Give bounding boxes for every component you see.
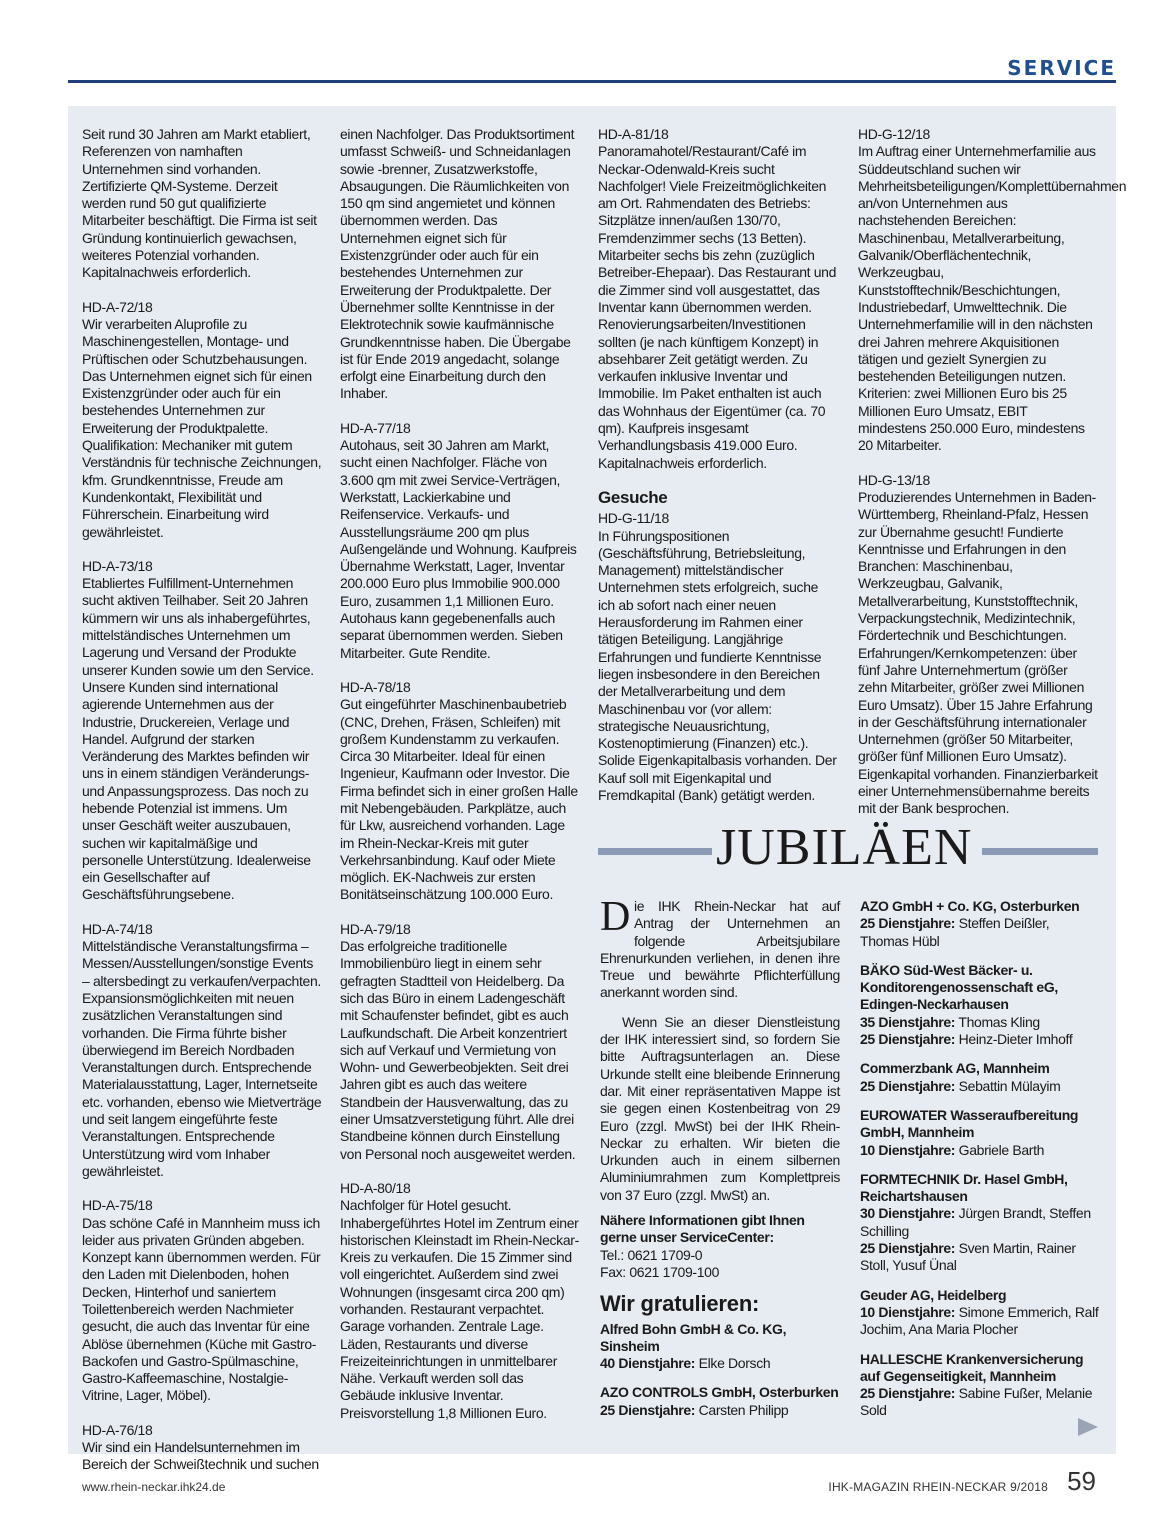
header-rule xyxy=(68,80,1116,83)
listing-entry xyxy=(340,679,580,904)
section-title: SERVICE xyxy=(1007,56,1116,80)
listing-entry xyxy=(82,558,322,904)
listing-entry xyxy=(82,1197,322,1405)
service-years-row xyxy=(860,1385,1100,1420)
listing-text: Produzierendes Unternehmen in Baden-Württemberg, Rheinland-Pfalz, Hessen zur Übernahme gesucht! Fundierte Kenntnisse und Erfahrungen in den Branchen: Maschinenbau, Werkzeugbau, Galvanik, Metallverarbeitung, Kunststofftechnik, Verpackungstechnik, Medizintechnik, Fördertechnik und Beschichtungen. Erfahrungen/Kernkompetenzen: über fünf Jahre Unternehmertum (größer zehn Mitarbeiter, größer zwei Millionen Euro Umsatz). Über 15 Jahre Erfahrung in der Geschäftsführung internationaler Unternehmen (größer 50 Mitarbeiter, größer fünf Millionen Euro Umsatz). Eigenkapital vorhanden. Finanzierbarkeit einer Unternehmensübernahme bereits mit der Bank besprochen. xyxy=(858,488,1098,817)
contact-tel: Tel.: 0621 1709-0 xyxy=(600,1246,703,1263)
firm-name: AZO GmbH + Co. KG, Osterburken xyxy=(860,898,1080,914)
firm-entry xyxy=(860,1171,1100,1275)
firm-entry xyxy=(860,898,1100,950)
service-years-row xyxy=(600,1402,840,1419)
intro-text: ie IHK Rhein-Neckar hat auf Antrag der Unternehmen an folgende Arbeitsjubilare Ehrenurkunden verliehen, in denen ihre Treue und bewährte Pflichterfüllung anerkannt worden sind. xyxy=(600,898,840,1001)
listing-code: HD-A-74/18 xyxy=(82,920,153,937)
service-years-row xyxy=(600,1355,840,1372)
jubilaeen-para: Wenn Sie an dieser Dienstleistung der IHK interessiert sind, so fordern Sie bitte Auftragsunterlagen an. Diese Urkunde stellt eine bleibende Erinnerung dar. Mit einer repräsentativen Mappe ist sie gegen einen Kostenbeitrag von 29 Euro (zzgl. MwSt) bei der IHK Rhein-Neckar zu erhalten. Wir bieten die Urkunden auch in einem silbernen Aluminiumrahmen zum Komplettpreis von 37 Euro (zzgl. MwSt) an. xyxy=(600,1013,840,1203)
firm-entry xyxy=(600,1384,840,1419)
jubilaeen-rule-left xyxy=(598,848,712,855)
listing-entry xyxy=(340,1180,580,1422)
service-years: 35 Dienstjahre: xyxy=(860,1013,956,1030)
listing-text: Panoramahotel/Restaurant/Café im Neckar-Odenwald-Kreis sucht Nachfolger! Viele Freizeitmöglichkeiten am Ort. Rahmendaten des Betriebs: Sitzplätze innen/außen 130/70, Fremdenzimmer sechs (13 Betten). Mitarbeiter sechs bis zehn (zuzüglich Betreiber-Ehepaar). Das Restaurant und die Zimmer sind voll ausgestattet, das Inventar kann übernommen werden. Renovierungsarbeiten/Investitionen sollten (je nach künftigem Konzept) in absehbarer Zeit getätigt werden. Zu verkaufen inklusive Inventar und Immobilie. Im Paket enthalten ist auch das Wohnhaus der Eigentümer (ca. 70 qm). Kaufpreis insgesamt Verhandlungsbasis 419.000 Euro. Kapitalnachweis erforderlich. xyxy=(598,143,837,471)
firm-entry xyxy=(860,1107,1100,1159)
firm-entry xyxy=(600,1321,840,1373)
listing-text: Autohaus, seit 30 Jahren am Markt, sucht einen Nachfolger. Fläche von 3.600 qm mit zwei Service-Verträgen, Werkstatt, Lackierkabine und Reifenservice. Verkaufs- und Ausstellungsräume 200 qm plus Außengelände und Wohnung. Kaufpreis Übernahme Werkstatt, Lager, Inventar 200.000 Euro plus Immobilie 900.000 Euro, zusammen 1,1 Millionen Euro. Autohaus kann gegebenenfalls auch separat übernommen werden. Sieben Mitarbeiter. Gute Rendite. xyxy=(340,437,577,661)
column-4 xyxy=(858,126,1127,835)
service-years: 30 Dienstjahre: xyxy=(860,1205,956,1222)
listing-code: HD-A-78/18 xyxy=(340,678,411,695)
listing-text: Nachfolger für Hotel gesucht. Inhabergeführtes Hotel im Zentrum einer historischen Kleinstadt im Rhein-Neckar-Kreis zu verkaufen. Die 15 Zimmer sind voll eingerichtet. Außerdem sind zwei Wohnungen (insgesamt circa 200 qm) vorhanden. Restaurant verpachtet. Garage vorhanden. Zentrale Lage. Läden, Restaurants und diverse Freizeiteinrichtungen in unmittelbarer Nähe. Verkauft werden soll das Gebäude inklusive Inventar. Preisvorstellung 1,8 Millionen Euro. xyxy=(340,1197,579,1421)
firm-entry xyxy=(860,1351,1100,1420)
service-years-row xyxy=(860,1078,1100,1095)
listing-entry xyxy=(340,921,580,1163)
listing-entry xyxy=(598,510,838,804)
jubilaeen-right-column xyxy=(860,898,1100,1432)
firm-name: Geuder AG, Heidelberg xyxy=(860,1286,1007,1303)
service-years: 10 Dienstjahre: xyxy=(860,1141,956,1158)
contact-heading: Nähere Informationen gibt Ihnen gerne unser ServiceCenter: xyxy=(600,1212,805,1246)
firm-name: FORMTECHNIK Dr. Hasel GmbH, Reichartshausen xyxy=(860,1170,1068,1205)
gratulieren-heading: Wir gratulieren: xyxy=(600,1291,760,1317)
listing-entry xyxy=(340,126,580,403)
listing-entry xyxy=(858,472,1098,818)
service-years-row xyxy=(860,1014,1100,1031)
dropcap: D xyxy=(600,894,630,940)
jubilar-names: Gabriele Barth xyxy=(958,1141,1045,1158)
service-years: 25 Dienstjahre: xyxy=(860,1077,956,1094)
firm-name: Commerzbank AG, Mannheim xyxy=(860,1060,1050,1077)
listing-entry xyxy=(598,126,838,472)
listing-code: HD-A-75/18 xyxy=(82,1197,153,1214)
jubilaeen-intro xyxy=(600,894,840,1002)
listing-code: HD-A-80/18 xyxy=(340,1179,411,1196)
service-years: 25 Dienstjahre: xyxy=(860,1240,956,1257)
listing-entry xyxy=(82,921,322,1180)
listing-code: HD-A-72/18 xyxy=(82,298,153,315)
firm-entry xyxy=(860,1287,1100,1339)
jubilar-names: Carsten Philipp xyxy=(698,1401,789,1418)
listing-text: Mittelständische Veranstaltungsfirma – Messen/Ausstellungen/sonstige Events – altersbedingt zu verkaufen/verpachten. Expansionsmöglichkeiten mit neuen zusätzlichen Veranstaltungen sind vorhanden. Die Firma führte bisher überwiegend im Bereich Nordbaden Veranstaltungen durch. Entsprechende Materialausstattung, Lager, Internetseite etc. vorhanden, ebenso wie Mietverträge und seit langem eingeführte feste Veranstaltungen. Entsprechende Unterstützung wird vom Inhaber gewährleistet. xyxy=(82,938,322,1179)
footer-url: www.rhein-neckar.ihk24.de xyxy=(82,1480,226,1494)
listing-code: HD-G-12/18 xyxy=(858,126,930,142)
jubilar-names: Jürgen Brandt, Steffen Schilling xyxy=(860,1205,1091,1239)
firm-name: HALLESCHE Krankenversicherung auf Gegenseitigkeit, Mannheim xyxy=(860,1350,1084,1384)
listing-entry xyxy=(858,126,1127,455)
jubilar-names: Steffen Deißler, Thomas Hübl xyxy=(860,915,1050,949)
firm-entry xyxy=(860,962,1100,1048)
listing-code: HD-A-76/18 xyxy=(82,1421,153,1438)
column-1 xyxy=(82,126,322,1491)
listing-text: Wir verarbeiten Aluprofile zu Maschinengestellen, Montage- und Prüftischen oder Schutzbehausungen. Das Unternehmen eignet sich für einen Existenzgründer oder auch für ein bestehendes Unternehmen zur Erweiterung der Produktpalette. Qualifikation: Mechaniker mit gutem Verständnis für technische Zeichnungen, kfm. Grundkenntnisse, Freude am Kundenkontakt, Flexibilität und Führerschein. Einarbeitung wird gewährleistet. xyxy=(82,315,322,540)
continue-arrow-icon xyxy=(1078,1418,1098,1436)
service-years: 10 Dienstjahre: xyxy=(860,1303,956,1320)
firm-name: AZO CONTROLS GmbH, Osterburken xyxy=(600,1384,839,1401)
listing-code: HD-A-79/18 xyxy=(340,920,411,937)
contact-info xyxy=(600,1212,840,1281)
service-years-row xyxy=(860,1031,1100,1048)
service-years: 25 Dienstjahre: xyxy=(860,915,956,932)
footer-magazine: IHK-MAGAZIN RHEIN-NECKAR 9/2018 xyxy=(828,1480,1048,1494)
listing-text: Im Auftrag einer Unternehmerfamilie aus Süddeutschland suchen wir Mehrheitsbeteiligungen/Komplettübernahmen an/von Unternehmen aus nachstehenden Bereichen: Maschinenbau, Metallverarbeitung, Galvanik/Oberflächentechnik, Werkzeugbau, Kunststofftechnik/Beschichtungen, Industriebedarf, Umwelttechnik. Die Unternehmerfamilie will in den nächsten drei Jahren mehrere Akquisitionen tätigen und gezielt Synergien zu bestehenden Beteiligungen nutzen. Kriterien: zwei Millionen Euro bis 25 Millionen Euro Umsatz, EBIT mindestens 250.000 Euro, mindestens 20 Mitarbeiter. xyxy=(858,143,1127,454)
firm-entry xyxy=(860,1060,1100,1095)
listing-code: HD-G-13/18 xyxy=(858,471,930,488)
firm-list-left xyxy=(600,1321,840,1419)
jubilar-names: Heinz-Dieter Imhoff xyxy=(958,1031,1073,1048)
listing-text: Das erfolgreiche traditionelle Immobilienbüro liegt in einem sehr gefragten Stadtteil von Heidelberg. Da sich das Büro in einem Ladengeschäft mit Schaufenster befindet, gibt es auch Laufkundschaft. Die Arbeit konzentriert sich auf Verkauf und Vermietung von Wohn- und Gewerbeobjekten. Seit drei Jahren gibt es auch das weitere Standbein der Hausverwaltung, das zu einer Umsatzverstetigung führt. Alle drei Standbeine können durch Einstellung von Personal noch ausgeweitet werden. xyxy=(340,938,576,1162)
service-years: 40 Dienstjahre: xyxy=(600,1355,696,1372)
firm-name: Alfred Bohn GmbH & Co. KG, Sinsheim xyxy=(600,1320,787,1354)
firm-name: EUROWATER Wasseraufbereitung GmbH, Mannheim xyxy=(860,1106,1079,1141)
listing-entry xyxy=(82,299,322,541)
listing-entry xyxy=(82,1422,322,1474)
page-number: 59 xyxy=(1067,1466,1096,1496)
jubilaeen-rule-right xyxy=(982,848,1098,855)
listing-text: In Führungspositionen (Geschäftsführung, Betriebsleitung, Management) mittelständischer Unternehmen stets erfolgreich, suche ich ab sofort nach einer neuen Herausforderung im Rahmen einer tätigen Beteiligung. Langjährige Erfahrungen und fundierte Kenntnisse liegen insbesondere in den Bereichen der Metallverarbeitung und dem Maschinenbau vor (vor allem: strategische Neuausrichtung, Kostenoptimierung (Finanzen) etc.). Solide Eigenkapitalbasis vorhanden. Der Kauf soll mit Eigenkapital und Fremdkapital (Bank) getätigt werden. xyxy=(598,527,837,803)
listing-entry xyxy=(82,126,322,282)
listing-text: Etabliertes Fulfillment-Unternehmen sucht aktiven Teilhaber. Seit 20 Jahren kümmern wir uns als inhabergeführtes, mittelständisches Unternehmen um Lagerung und Versand der Produkte unserer Kunden sowie um den Service. Unsere Kunden sind international agierende Unternehmen aus der Industrie, Druckereien, Verlage und Handel. Aufgrund der starken Veränderung des Marktes befinden wir uns in einem ständigen Veränderungs- und Anpassungsprozess. Das noch zu hebende Potenzial ist immens. Um unser Geschäft weiter auszubauen, suchen wir kapitalmäßige und personelle Unterstützung. Idealerweise ein Gesellschafter auf Geschäftsführungsebene. xyxy=(82,575,314,903)
service-years: 25 Dienstjahre: xyxy=(600,1401,696,1418)
listing-text: Das schöne Café in Mannheim muss ich leider aus privaten Gründen abgeben. Konzept kann übernommen werden. Für den Laden mit Dielenboden, hohen Decken, Hinterhof und saniertem Toilettenbereich werden Nachmieter gesucht, die auch das Inventar für eine Ablöse übernehmen (Küche mit Gastro-Backofen und Gastro-Spülmaschine, Gastro-Kaffeemaschine, Nostalgie-Vitrine, Lager, Möbel). xyxy=(82,1214,321,1404)
service-years-row xyxy=(860,1142,1100,1159)
firm-name: BÄKO Süd-West Bäcker- u. Konditorengenossenschaft eG, Edingen-Neckarhausen xyxy=(860,961,1058,1013)
listing-entry xyxy=(340,420,580,662)
jubilaeen-left-column xyxy=(600,894,840,1431)
jubilaeen-title: JUBILÄEN xyxy=(716,819,973,876)
listing-text: einen Nachfolger. Das Produktsortiment umfasst Schweiß- und Schneidanlagen sowie -brenner, Zusatzwerkstoffe, Absaugungen. Die Räumlichkeiten von 150 qm sind angemietet und können übernommen werden. Das Unternehmen eignet sich für Existenzgründer oder auch für ein bestehendes Unternehmen zur Erweiterung der Produktpalette. Der Übernehmer sollte Kenntnisse in der Elektrotechnik sowie kaufmännische Grundkenntnisse haben. Die Übergabe ist für Ende 2019 angedacht, solange erfolgt eine Einarbeitung durch den Inhaber. xyxy=(340,126,575,402)
jubilar-names: Simone Emmerich, Ralf Jochim, Ana Maria Plocher xyxy=(860,1303,1099,1338)
listing-code: HD-A-73/18 xyxy=(82,557,153,574)
listing-text: Wir sind ein Handelsunternehmen im Bereich der Schweißtechnik und suchen xyxy=(82,1439,319,1473)
jubilar-names: Elke Dorsch xyxy=(698,1355,771,1372)
contact-fax: Fax: 0621 1709-100 xyxy=(600,1263,720,1280)
jubilar-names: Sabine Fußer, Melanie Sold xyxy=(860,1385,1093,1419)
jubilar-names: Thomas Kling xyxy=(958,1013,1040,1030)
jubilar-names: Sebattin Mülayim xyxy=(958,1077,1061,1094)
service-years-row xyxy=(860,1240,1100,1275)
column-3 xyxy=(598,126,838,821)
column-2 xyxy=(340,126,580,1439)
service-years: 25 Dienstjahre: xyxy=(860,1031,956,1048)
listing-code: HD-G-11/18 xyxy=(598,510,669,527)
service-years-row xyxy=(860,1304,1100,1339)
gesuche-heading: Gesuche xyxy=(598,487,668,507)
listing-text: Gut eingeführter Maschinenbaubetrieb (CNC, Drehen, Fräsen, Schleifen) mit großem Kundenstamm zu verkaufen. Circa 30 Mitarbeiter. Ideal für einen Ingenieur, Kaufmann oder Investor. Die Firma befindet sich in einer großen Halle mit Nebengebäuden. Parkplätze, auch für Lkw, ausreichend vorhanden. Lage im Rhein-Neckar-Kreis mit guter Verkehrsanbindung. Kauf oder Miete möglich. EK-Nachweis zur ersten Bonitätseinschätzung 100.000 Euro. xyxy=(340,696,578,903)
service-years-row xyxy=(860,915,1100,950)
service-years-row xyxy=(860,1205,1100,1240)
jubilar-names: Sven Martin, Rainer Stoll, Yusuf Ünal xyxy=(860,1240,1076,1274)
listing-code: HD-A-77/18 xyxy=(340,419,411,436)
service-years: 25 Dienstjahre: xyxy=(860,1385,956,1402)
listing-text: Seit rund 30 Jahren am Markt etabliert, Referenzen von namhaften Unternehmen sind vorhanden. Zertifizierte QM-Systeme. Derzeit werden rund 50 gut qualifizierte Mitarbeiter beschäftigt. Die Firma ist seit Gründung kontinuierlich gewachsen, weiteres Potenzial vorhanden. Kapitalnachweis erforderlich. xyxy=(82,126,317,281)
listing-code: HD-A-81/18 xyxy=(598,126,669,142)
